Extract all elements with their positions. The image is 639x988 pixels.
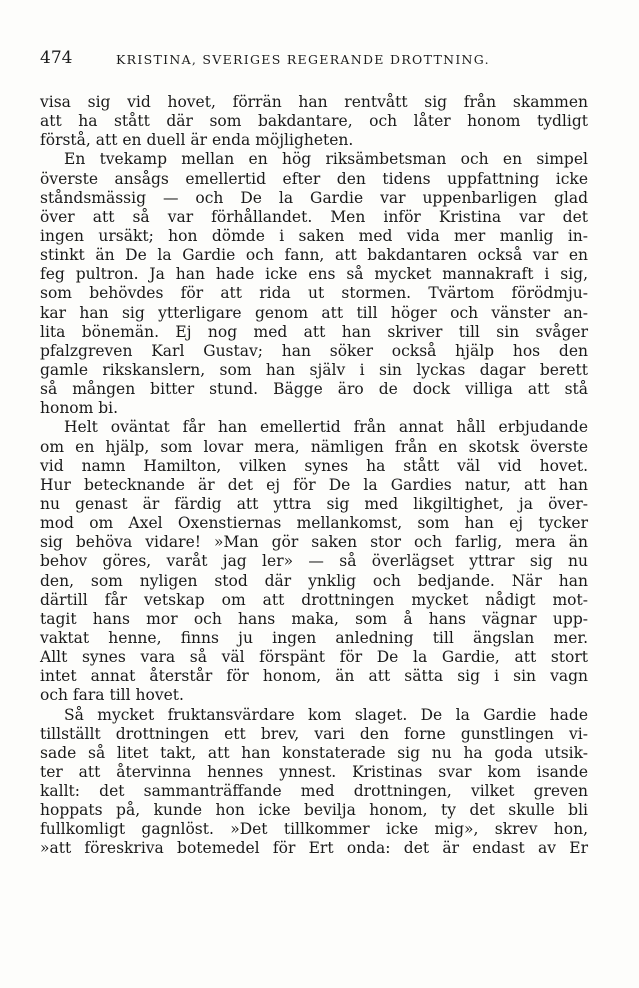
text-line: visa sig vid hovet, förrän han rentvått sig från skammen (40, 93, 588, 111)
text-line: sade så litet takt, att han konstaterade sig nu ha goda utsik- (40, 743, 588, 762)
text-line: Allt synes vara så väl förspänt för De la Gardie, att stort (40, 648, 588, 667)
text-line: ingen ursäkt; hon dömde i saken med vida mer manlig in- (40, 226, 588, 245)
text-line: En tvekamp mellan en hög riksämbetsman och en simpel (64, 150, 588, 169)
text-line: att ha stått där som bakdantare, och låter honom tydligt (40, 112, 588, 131)
paragraph (40, 150, 588, 418)
text-line: kar han sig ytterligare genom att till höger och vänster an- (40, 303, 588, 322)
text-line: hoppats på, kunde hon icke bevilja honom, ty det skulle bli (40, 801, 588, 820)
paragraph (40, 706, 588, 859)
text-line: behov göres, varåt jag ler» — så överlägset yttrar sig nu (40, 552, 588, 571)
paragraph (40, 418, 588, 705)
text-line: överste ansågs emellertid efter den tidens uppfattning icke (40, 169, 588, 188)
body-text (40, 93, 588, 859)
text-line: Helt oväntat får han emellertid från annat håll erbjudande (64, 418, 588, 437)
text-line: förstå, att en duell är enda möjligheten. (40, 131, 354, 150)
text-line: vaktat henne, finns ju ingen anledning till ängslan mer. (40, 628, 588, 647)
text-line: sig behöva vidare! »Man gör saken stor och farlig, mera än (40, 533, 588, 552)
text-line: Så mycket fruktansvärdare kom slaget. De la Gardie hade (64, 705, 588, 724)
text-line: som behövdes för att rida ut stormen. Tvärtom förödmju- (40, 284, 588, 303)
text-line: därtill får vetskap om att drottningen mycket nådigt mot- (40, 590, 588, 609)
text-line: tillställt drottningen ett brev, vari den forne gunstlingen vi- (40, 724, 588, 743)
text-line: gamle rikskanslern, som han själv i sin lyckas dagar berett (40, 360, 588, 379)
text-line: den, som nyligen stod där ynklig och bedjande. När han (40, 571, 588, 590)
text-line: tagit hans mor och hans maka, som å hans vägnar upp- (40, 609, 588, 628)
text-line: pfalzgreven Karl Gustav; han söker också hjälp hos den (40, 341, 588, 360)
text-line: feg pultron. Ja han hade icke ens så mycket mannakraft i sig, (40, 265, 588, 284)
text-line: och fara till hovet. (40, 686, 184, 705)
text-line: »att föreskriva botemedel för Ert onda: det är endast av Er (40, 839, 588, 858)
running-title: KRISTINA, SVERIGES REGERANDE DROTTNING. (116, 52, 490, 67)
page-number: 474 (40, 48, 73, 68)
text-line: över att så var förhållandet. Men inför Kristina var det (40, 207, 588, 226)
text-line: lita bönemän. Ej nog med att han skriver till sin svåger (40, 322, 588, 341)
text-line: Hur betecknande är det ej för De la Gardies natur, att han (40, 475, 588, 494)
paragraph (40, 93, 588, 150)
text-line: mod om Axel Oxenstiernas mellankomst, som han ej tycker (40, 514, 588, 533)
text-line: fullkomligt gagnlöst. »Det tillkommer icke mig», skrev hon, (40, 820, 588, 839)
text-line: vid namn Hamilton, vilken synes ha stått väl vid hovet. (40, 456, 588, 475)
text-line: intet annat återstår för honom, än att sätta sig i sin vagn (40, 667, 588, 686)
text-line: honom bi. (40, 399, 119, 418)
text-line: kallt: det sammanträffande med drottningen, vilket greven (40, 782, 588, 801)
page-header (40, 48, 600, 74)
text-line: nu genast är färdig att yttra sig med likgiltighet, ja över- (40, 494, 588, 513)
text-line: stinkt än De la Gardie och fann, att bakdantaren också var en (40, 246, 588, 265)
text-line: om en hjälp, som lovar mera, nämligen från en skotsk överste (40, 437, 588, 456)
text-line: ståndsmässig — och De la Gardie var uppenbarligen glad (40, 188, 588, 207)
text-line: ter att återvinna hennes ynnest. Kristinas svar kom isande (40, 762, 588, 781)
text-line: så mången bitter stund. Bägge äro de dock villiga att stå (40, 380, 588, 399)
